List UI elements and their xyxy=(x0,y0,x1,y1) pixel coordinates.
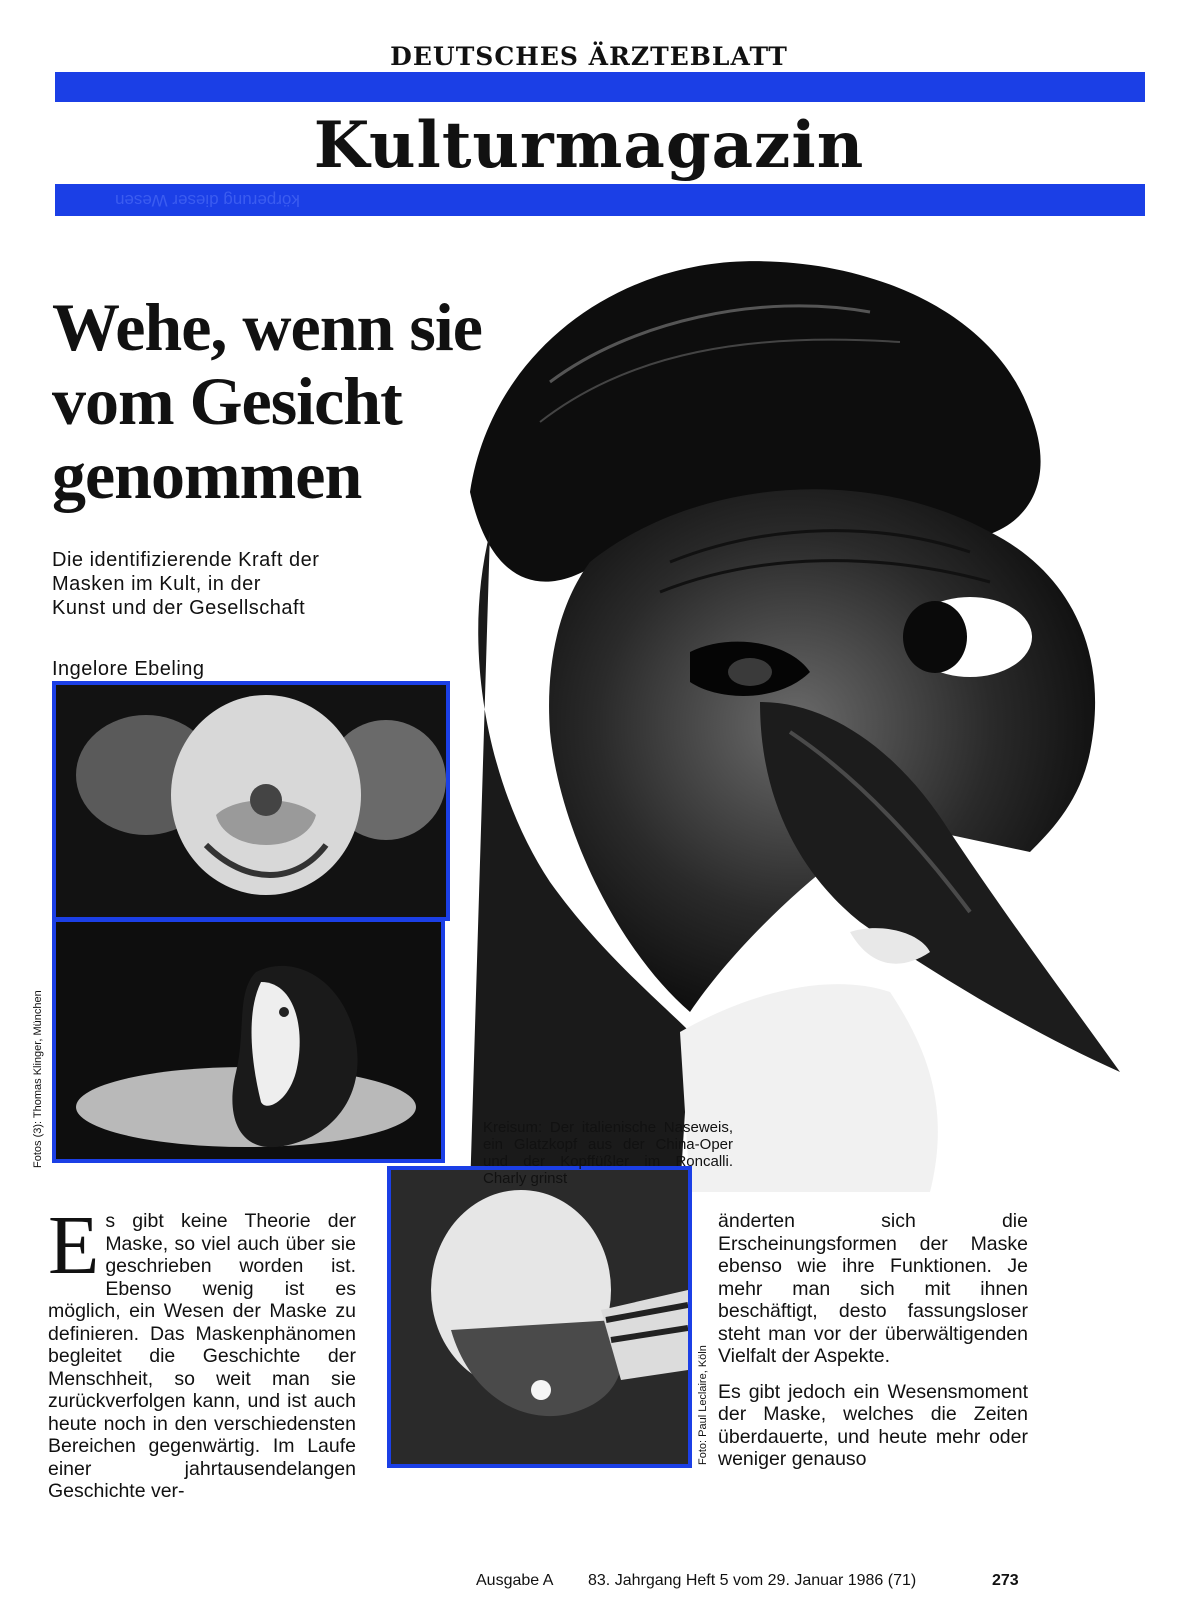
headline-line-2: vom Gesicht xyxy=(52,363,402,439)
photo-credit-right: Foto: Paul Leclaire, Köln xyxy=(697,1345,709,1465)
clown-photo xyxy=(52,681,450,921)
subhead-line-2: Masken im Kult, in der xyxy=(52,573,261,595)
mask-portrait-photo xyxy=(430,232,1150,1192)
body-column-left xyxy=(48,1199,356,1503)
bald-head-photo xyxy=(387,1166,692,1468)
page-number: 273 xyxy=(992,1572,1019,1589)
body-right-paragraph-1: änderten sich die Erscheinungsformen der Maske ebenso wie ihre Funktionen. Je mehr man sich mit ihnen beschäftigt, desto fassungsloser steht man vor der überwältigenden Vielfalt der Aspekte. xyxy=(718,1210,1028,1367)
top-blue-bar xyxy=(55,72,1145,102)
headline-line-1: Wehe, wenn sie xyxy=(52,289,482,365)
headline-line-3: genommen xyxy=(52,437,362,513)
author-byline: Ingelore Ebeling xyxy=(52,658,205,680)
subhead-line-1: Die identifizierende Kraft der xyxy=(52,549,320,571)
banner-ghost-text: körperung dieser Wesen xyxy=(115,191,300,210)
article-subhead xyxy=(52,548,412,620)
photo-caption: Kreisum: Der italienische Naseweis, ein Glatzkopf aus der China-Oper und der Kopffüßler im Roncalli. Charly grinst xyxy=(483,1119,733,1187)
photo-credit-left: Fotos (3): Thomas Klinger, München xyxy=(32,990,44,1168)
footer-issue: 83. Jahrgang Heft 5 vom 29. Januar 1986 (71) xyxy=(588,1572,917,1589)
publication-masthead: DEUTSCHES ÄRZTEBLATT xyxy=(390,42,788,71)
body-left-text: s gibt keine Theorie der Maske, so viel auch über sie geschrieben worden ist. Ebenso wenig ist es möglich, ein Wesen der Maske zu definieren. Das Maskenphänomen begleitet die Geschichte der Menschheit, so weit man sie zurückverfolgen kann, und ist auch heute noch in den verschiedensten Bereichen gegenwärtig. Im Laufe einer jahrtausendelangen Geschichte ver- xyxy=(48,1210,356,1502)
china-opera-photo xyxy=(52,918,445,1163)
body-column-right xyxy=(718,1210,1028,1484)
subhead-line-3: Kunst und der Gesellschaft xyxy=(52,597,306,619)
bottom-blue-bar xyxy=(55,184,1145,216)
footer-edition: Ausgabe A xyxy=(476,1572,554,1589)
drop-cap: E xyxy=(48,1199,100,1292)
body-right-paragraph-2: Es gibt jedoch ein Wesensmoment der Maske, welches die Zeiten überdauerte, und heute mehr oder weniger genauso xyxy=(718,1380,1028,1470)
section-title: Kulturmagazin xyxy=(313,108,865,183)
